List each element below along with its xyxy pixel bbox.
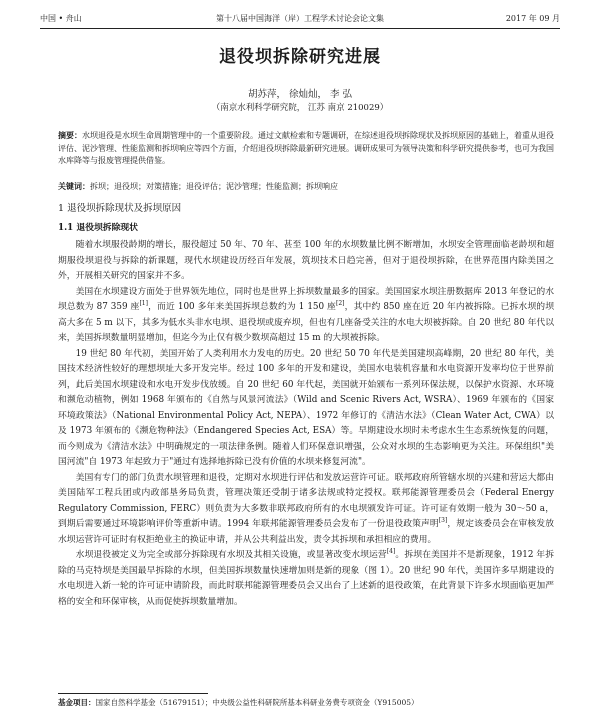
paper-title: 退役坝拆除研究进展 bbox=[219, 47, 381, 67]
paper-authors: 胡苏萍， 徐灿灿， 李 弘 bbox=[247, 89, 353, 100]
citation: [3] bbox=[438, 517, 448, 525]
section-heading bbox=[58, 200, 181, 214]
abstract-label: 摘要： bbox=[58, 130, 82, 140]
citation: [4] bbox=[386, 548, 396, 556]
paragraph: 19 世纪 80 年代初，美国开始了人类利用水力发电的历史。20 世纪 50 70 年代是美国建坝高峰期，20 世纪 80 年代，美国技术经济性较好的理想坝址大多开发完毕。经过 100 多年的开发和建设，美国水电装机容量和水电资源开发率均位于世界前列，此后美国水坝建设和水电开发步伐放缓。自 20 世纪 60 年代起，美国就开始颁布一系列环保法规，以保护水资源、水环境和濒危动植物，例如 1968 年颁布的《自然与风景河流法》（Wild and Scenic Rivers Act, WSRA）、1969 年颁布的《国家环境政策法》（National Environmental Policy Act, NEPA）、1972 年修订的《清洁水法》（Clean Water Act, CWA）以及 1973 年颁布的《濒危物种法》（Endangered Species Act, ESA）等。早期建设水坝时未考虑水生生态系统恢复的问题，而今则成为《清洁水法》中明确规定的一项法律条例。随着人们环保意识增强，公众对水坝的生态影响更为关注。环保组织"美国河流"自 1973 年起致力于"通过有选择地拆除已没有价值的水坝来修复河流"。 bbox=[58, 348, 554, 467]
paragraph: 随着水坝服役龄期的增长，服役超过 50 年、70 年、甚至 100 年的水坝数量比例不断增加，水坝安全管理面临老龄坝和超期服役坝退役与拆除的新课题，现代水坝建设历经百年发展，筑坝技术日趋完善，但对于退役坝拆除，在世界范围内除美国之外，开展相关研究的国家并不多。 bbox=[58, 240, 554, 281]
keywords bbox=[58, 180, 554, 194]
subsection-number: 1.1 bbox=[58, 223, 74, 233]
paragraph: 美国有专门的部门负责水坝管理和退役，定期对水坝进行评估和发放运营许可证。联邦政府所管辖水坝的兴建和营运大都由美国陆军工程兵团或内政部垦务局负责，管理决策还受制于诸多法规或特定授权。联邦能源管理委员会（Federal Energy Regulatory Commission, FERC）则负责为大多数非联邦政府所有的水电坝颁发许可证。许可证有效期一般为 30～50 a，到期后需要通过环境影响评价等重新申请。1994 年联邦能源管理委员会发布了一份退役政策声明[3]，规定该委员会在审核发放水坝运营许可证时有权拒绝业主的换证申请，并从公共利益出发，责令其拆坝和承担相应的费用。 bbox=[58, 472, 554, 545]
paper-affiliation: （南京水利科学研究院， 江苏 南京 210029） bbox=[211, 103, 389, 113]
subsection-title: 退役坝拆除现状 bbox=[76, 223, 138, 233]
footnote-rule bbox=[58, 693, 208, 694]
keywords-label: 关键词： bbox=[58, 181, 90, 191]
abstract bbox=[58, 129, 554, 168]
running-header bbox=[40, 12, 560, 26]
keywords-text: 拆坝；退役坝；对策措施；退役评估；泥沙管理；性能监测；拆坝响应 bbox=[90, 182, 338, 191]
abstract-text: 水坝退役是水坝生命周期管理中的一个重要阶段。通过文献检索和专题调研，在综述退役坝拆除现状及拆坝原因的基础上，着重从退役评估、泥沙管理、性能监测和拆坝响应等四个方面，介绍退役坝拆除最新研究进展。调研成果可为领导决策和科学研究提供参考，也可为我国水库降等与报废管理提供借鉴。 bbox=[58, 131, 554, 165]
subsection-heading bbox=[58, 220, 138, 233]
header-location: 中国 • 舟山 bbox=[40, 14, 82, 23]
header-proceedings: 第十八届中国海洋（岸）工程学术讨论会论文集 bbox=[216, 14, 384, 23]
citation: [2] bbox=[336, 300, 345, 308]
paragraph: 水坝退役被定义为完全或部分拆除现有水坝及其相关设施，或显著改变水坝运营[4]。拆坝在美国并不是新现象，1912 年拆除的马克特坝是美国最早拆除的水坝，但美国拆坝数量快速增加则是新的现象（图 1）。20 世纪 90 年代，美国许多早期建设的水电坝进入新一轮的许可证申请阶段，而此时联邦能源管理委员会又出台了上述新的退役政策，在此背景下许多水坝面临更加严格的安全和环保审核，从而促使拆坝数量增加。 bbox=[58, 548, 554, 607]
header-rule bbox=[40, 28, 560, 29]
header-date: 2017 年 09 月 bbox=[505, 14, 560, 23]
section-title: 退役坝拆除现状及拆坝原因 bbox=[67, 203, 182, 214]
footnote-text: 国家自然科学基金（51679151）；中央级公益性科研院所基本科研业务费专项资金（Y915005） bbox=[95, 698, 419, 707]
section-number: 1 bbox=[58, 203, 65, 214]
funding-footnote bbox=[58, 697, 554, 709]
footnote-label: 基金项目： bbox=[58, 698, 96, 707]
paragraph: 美国在水坝建设方面处于世界领先地位，同时也是世界上拆坝数量最多的国家。美国国家水坝注册数据库 2013 年登记的水坝总数为 87 359 座[1]，而近 100 多年来美国拆坝总数约为 1 150 座[2]，其中约 850 座在近 20 年内被拆除。已拆水坝的坝高大多在 5 m 以下，其多为低水头非水电坝、退役坝或废弃坝，但也有几座备受关注的水电大坝被拆除。自 20 世纪 80 年代以来，美国拆坝数量明显增加，但迄今为止仅有极少数坝高超过 15 m 的大坝被拆除。 bbox=[58, 286, 554, 343]
body-text bbox=[58, 238, 554, 610]
citation: [1] bbox=[139, 300, 148, 308]
